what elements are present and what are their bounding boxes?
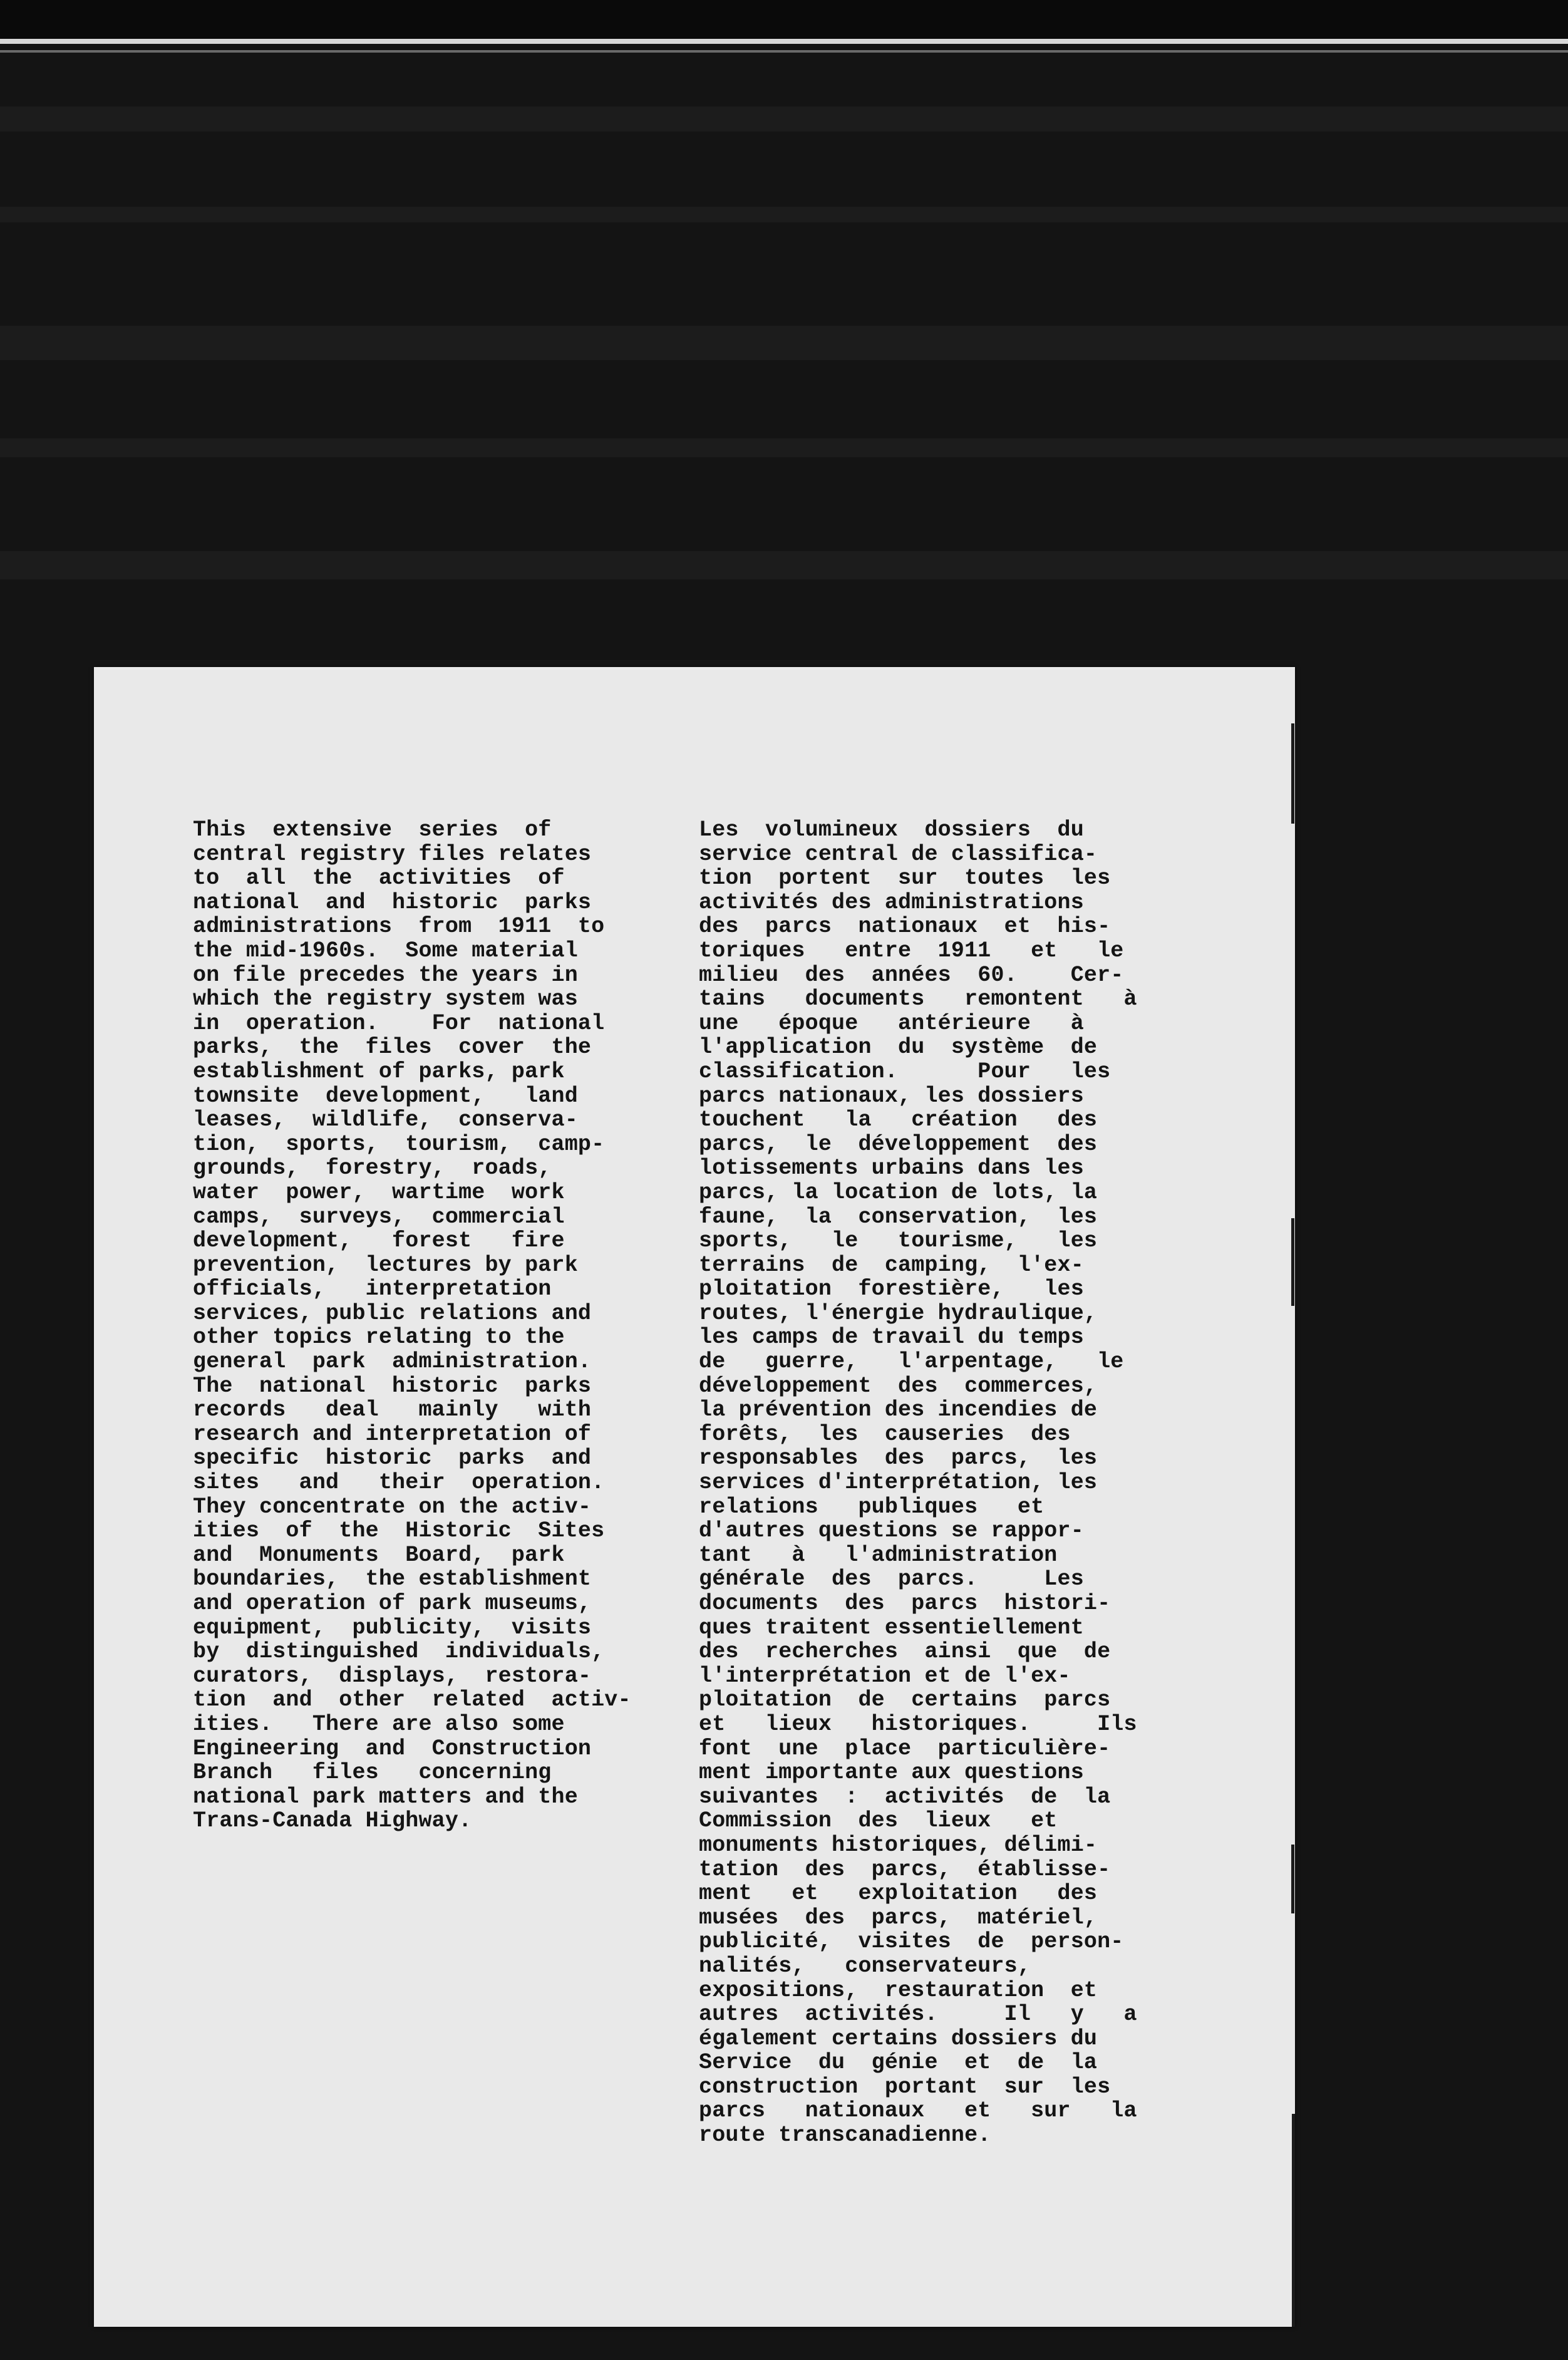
text-line: terrains de camping, l'ex- — [699, 1252, 1084, 1278]
page-edge-mark — [1291, 1218, 1294, 1306]
text-line: Les volumineux dossiers du — [699, 817, 1084, 842]
text-line: ment importante aux questions — [699, 1760, 1084, 1786]
text-line: general park administration. — [193, 1349, 592, 1375]
document-page — [94, 667, 1295, 2327]
text-line: service central de classifica- — [699, 841, 1098, 867]
text-line: la prévention des incendies de — [699, 1397, 1098, 1423]
text-line: sports, le tourisme, les — [699, 1228, 1098, 1254]
text-line: central registry files relates — [193, 841, 592, 867]
text-line: Commission des lieux et — [699, 1808, 1058, 1834]
text-line: expositions, restauration et — [699, 1977, 1098, 2003]
text-line: ities of the Historic Sites — [193, 1518, 605, 1544]
text-line: parcs nationaux, les dossiers — [699, 1083, 1084, 1109]
text-line: records deal mainly with — [193, 1397, 592, 1423]
text-line: documents des parcs histori- — [699, 1591, 1111, 1616]
text-line: routes, l'énergie hydraulique, — [699, 1300, 1098, 1326]
text-line: de guerre, l'arpentage, le — [699, 1349, 1124, 1375]
text-line: monuments historiques, délimi- — [699, 1832, 1098, 1858]
page-edge-mark — [1291, 1845, 1294, 1913]
text-line: d'autres questions se rappor- — [699, 1518, 1084, 1544]
film-edge-line-secondary — [0, 50, 1568, 53]
text-line: publicité, visites de person- — [699, 1929, 1124, 1955]
text-line: equipment, publicity, visits — [193, 1615, 592, 1640]
text-line: tation des parcs, établisse- — [699, 1856, 1111, 1882]
text-line: parcs, le développement des — [699, 1131, 1098, 1157]
text-line: development, forest fire — [193, 1228, 565, 1254]
text-line: the mid-1960s. Some material — [193, 938, 578, 963]
text-line: Engineering and Construction — [193, 1736, 592, 1761]
text-line: This extensive series of — [193, 817, 552, 842]
text-line: et lieux historiques. Ils — [699, 1711, 1137, 1737]
text-line: toriques entre 1911 et le — [699, 938, 1124, 963]
text-line: research and interpretation of — [193, 1421, 592, 1447]
text-line: l'application du système de — [699, 1035, 1098, 1060]
text-line: autres activités. Il y a — [699, 2002, 1137, 2027]
text-line: des parcs nationaux et his- — [699, 914, 1111, 939]
text-line: suivantes : activités de la — [699, 1784, 1111, 1809]
text-line: lotissements urbains dans les — [699, 1156, 1084, 1181]
scan-band — [0, 551, 1568, 579]
text-line: ment et exploitation des — [699, 1881, 1098, 1907]
text-line: tant à l'administration — [699, 1542, 1058, 1568]
text-line: activités des administrations — [699, 889, 1084, 915]
text-line: tion, sports, tourism, camp- — [193, 1131, 605, 1157]
text-line: ques traitent essentiellement — [699, 1615, 1084, 1640]
text-line: camps, surveys, commercial — [193, 1204, 565, 1229]
text-line: classification. Pour les — [699, 1058, 1111, 1084]
text-line: officials, interpretation — [193, 1276, 552, 1302]
text-line: sites and their operation. — [193, 1470, 605, 1496]
text-line: boundaries, the establishment — [193, 1566, 592, 1592]
film-top-border — [0, 0, 1568, 39]
english-description-column — [193, 818, 631, 1833]
text-line: également certains dossiers du — [699, 2026, 1098, 2051]
text-line: parks, the files cover the — [193, 1035, 592, 1060]
text-line: font une place particulière- — [699, 1736, 1111, 1761]
text-line: ploitation de certains parcs — [699, 1687, 1111, 1713]
text-line: relations publiques et — [699, 1494, 1044, 1519]
text-line: responsables des parcs, les — [699, 1446, 1098, 1471]
text-line: l'interprétation et de l'ex- — [699, 1663, 1071, 1689]
text-line: and operation of park museums, — [193, 1591, 592, 1616]
text-line: parcs, la location de lots, la — [699, 1179, 1098, 1205]
text-line: générale des parcs. Les — [699, 1566, 1084, 1592]
scan-band — [0, 438, 1568, 457]
text-line: water power, wartime work — [193, 1179, 565, 1205]
text-line: townsite development, land — [193, 1083, 578, 1109]
text-line: services, public relations and — [193, 1300, 592, 1326]
text-line: construction portant sur les — [699, 2074, 1111, 2099]
text-line: on file precedes the years in — [193, 962, 578, 988]
text-line: other topics relating to the — [193, 1325, 565, 1350]
text-line: musées des parcs, matériel, — [699, 1905, 1098, 1930]
text-line: nalités, conservateurs, — [699, 1953, 1031, 1979]
page-edge-mark — [1292, 2114, 1295, 2327]
text-line: services d'interprétation, les — [699, 1470, 1098, 1496]
text-line: national park matters and the — [193, 1784, 578, 1809]
text-line: in operation. For national — [193, 1010, 605, 1036]
scan-band — [0, 106, 1568, 132]
text-line: faune, la conservation, les — [699, 1204, 1098, 1229]
french-description-column — [699, 818, 1150, 2148]
text-line: forêts, les causeries des — [699, 1421, 1071, 1447]
text-line: Branch files concerning — [193, 1760, 552, 1786]
text-line: which the registry system was — [193, 986, 578, 1012]
text-line: tion portent sur toutes les — [699, 866, 1111, 891]
text-line: parcs nationaux et sur la — [699, 2098, 1137, 2124]
text-line: milieu des années 60. Cer- — [699, 962, 1124, 988]
text-line: tains documents remontent à — [699, 986, 1137, 1012]
text-line: Trans-Canada Highway. — [193, 1808, 472, 1834]
page-edge-mark — [1291, 723, 1294, 824]
text-line: des recherches ainsi que de — [699, 1639, 1111, 1665]
text-line: grounds, forestry, roads, — [193, 1156, 552, 1181]
text-line: développement des commerces, — [699, 1373, 1098, 1399]
text-line: ities. There are also some — [193, 1711, 565, 1737]
text-line: administrations from 1911 to — [193, 914, 605, 939]
text-line: They concentrate on the activ- — [193, 1494, 592, 1519]
text-line: specific historic parks and — [193, 1446, 592, 1471]
text-line: une époque antérieure à — [699, 1010, 1084, 1036]
text-line: by distinguished individuals, — [193, 1639, 605, 1665]
film-edge-line — [0, 39, 1568, 44]
text-line: establishment of parks, park — [193, 1058, 565, 1084]
text-line: national and historic parks — [193, 889, 592, 915]
text-line: The national historic parks — [193, 1373, 592, 1399]
text-line: Service du génie et de la — [699, 2050, 1098, 2076]
text-line: to all the activities of — [193, 866, 565, 891]
text-line: ploitation forestière, les — [699, 1276, 1084, 1302]
text-line: touchent la création des — [699, 1107, 1098, 1133]
text-line: and Monuments Board, park — [193, 1542, 565, 1568]
text-line: prevention, lectures by park — [193, 1252, 578, 1278]
text-line: les camps de travail du temps — [699, 1325, 1084, 1350]
scan-band — [0, 207, 1568, 222]
text-line: route transcanadienne. — [699, 2123, 991, 2148]
text-line: tion and other related activ- — [193, 1687, 631, 1713]
text-line: leases, wildlife, conserva- — [193, 1107, 578, 1133]
text-line: curators, displays, restora- — [193, 1663, 592, 1689]
scan-band — [0, 326, 1568, 360]
